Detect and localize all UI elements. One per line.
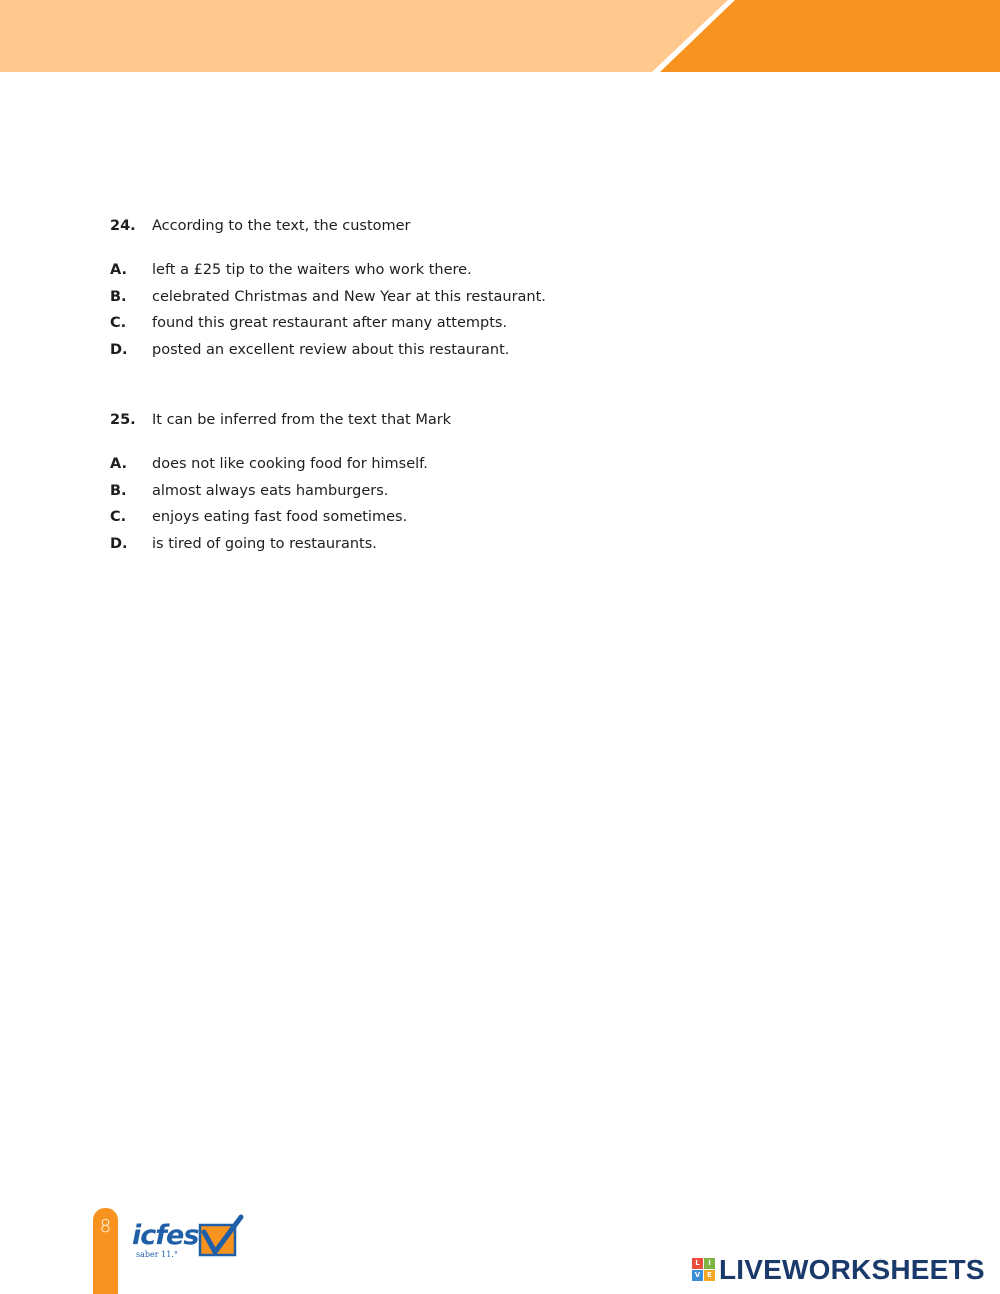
liveworksheets-wordmark: LIVEWORKSHEETS — [719, 1254, 985, 1285]
option-a[interactable] — [110, 260, 910, 280]
option-letter: C. — [110, 315, 127, 331]
option-letter: B. — [110, 482, 127, 499]
option-text: enjoys eating fast food sometimes. — [152, 509, 408, 525]
lw-block-v: V — [692, 1270, 703, 1281]
svg-text:saber 11.°: saber 11.° — [136, 1250, 178, 1259]
option-text: left a £25 tip to the waiters who work there. — [152, 262, 472, 278]
question-24 — [110, 216, 910, 366]
option-text: is tired of going to restaurants. — [152, 535, 377, 552]
liveworksheets-logo — [692, 1254, 992, 1286]
page-number: 8 — [99, 1216, 112, 1237]
option-d[interactable] — [110, 340, 910, 360]
option-letter: A. — [110, 262, 127, 278]
lw-block-e: E — [704, 1270, 715, 1281]
option-letter: B. — [110, 288, 127, 305]
lw-block-i: I — [704, 1258, 715, 1269]
option-text: celebrated Christmas and New Year at this restaurant. — [152, 288, 546, 305]
option-c[interactable] — [110, 313, 910, 333]
question-text: According to the text, the customer — [152, 218, 411, 234]
question-25 — [110, 410, 910, 560]
page-number-tab — [93, 1208, 118, 1294]
option-b[interactable] — [110, 481, 910, 501]
question-number: 24. — [110, 218, 136, 234]
option-letter: C. — [110, 509, 127, 525]
option-letter: D. — [110, 535, 128, 552]
lw-block-l: L — [692, 1258, 703, 1269]
svg-text:icfes: icfes — [132, 1220, 199, 1251]
option-letter: A. — [110, 456, 127, 472]
option-text: found this great restaurant after many attempts. — [152, 315, 508, 331]
question-number: 25. — [110, 412, 136, 428]
option-c[interactable] — [110, 507, 910, 527]
option-b[interactable] — [110, 287, 910, 307]
option-d[interactable] — [110, 534, 910, 554]
header-band — [0, 0, 1000, 72]
icfes-logo — [130, 1214, 245, 1262]
option-text: does not like cooking food for himself. — [152, 456, 428, 472]
question-stem — [110, 410, 910, 430]
option-text: posted an excellent review about this restaurant. — [152, 341, 510, 358]
option-text: almost always eats hamburgers. — [152, 482, 389, 499]
option-letter: D. — [110, 341, 128, 358]
option-a[interactable] — [110, 454, 910, 474]
question-stem — [110, 216, 910, 236]
question-text: It can be inferred from the text that Mark — [152, 412, 452, 428]
liveworksheets-icon — [692, 1258, 716, 1282]
